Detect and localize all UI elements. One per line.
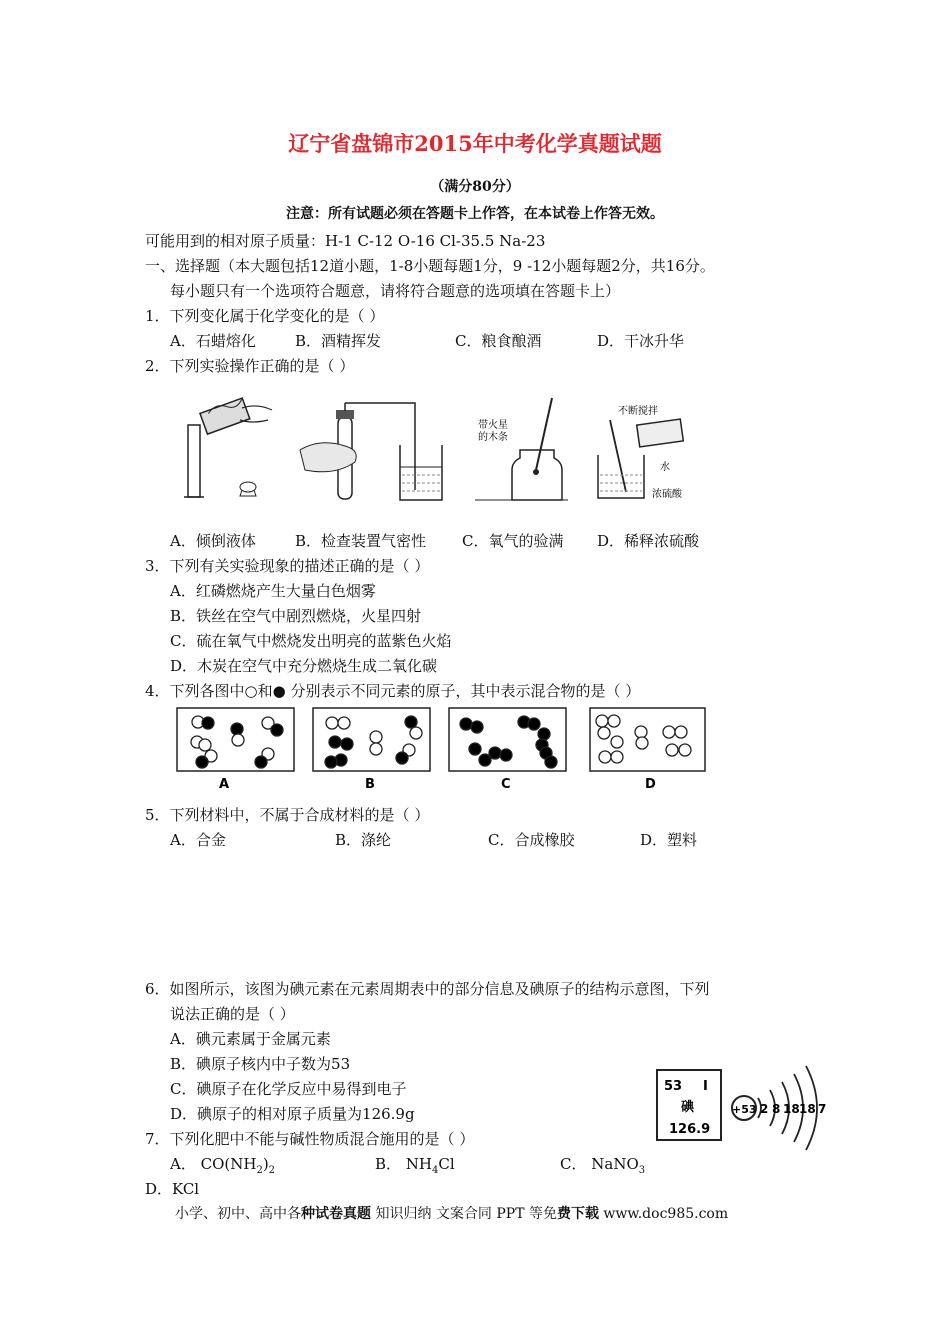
q7-option-d: D．KCl	[145, 1180, 200, 1198]
q6-option-c: C．碘原子在化学反应中易得到电子	[170, 1080, 407, 1098]
q2-option-b: B．检查装置气密性	[295, 532, 427, 550]
section-heading-cont: 每小题只有一个选项符合题意，请将符合题意的选项填在答题卡上）	[170, 282, 621, 300]
q1-stem: 1．下列变化属于化学变化的是（ ）	[145, 307, 385, 325]
fig-c-label2: 的木条	[478, 432, 508, 443]
q5-option-c: C．合成橡胶	[488, 831, 575, 849]
fig-pour-liquid	[180, 390, 280, 505]
fig-d-label1: 不断搅拌	[618, 406, 658, 417]
q6-option-d: D．碘原子的相对原子质量为126.9g	[170, 1105, 415, 1123]
q3-option-b: B．铁丝在空气中剧烈燃烧，火星四射	[170, 607, 422, 625]
element-symbol: I	[703, 1079, 708, 1094]
q4-label-b: B	[365, 777, 375, 792]
full-score: （满分80分）	[430, 179, 520, 195]
q2-option-a: A．倾倒液体	[170, 532, 256, 550]
q6-stem-cont: 说法正确的是（ ）	[170, 1005, 295, 1023]
q7-stem: 7．下列化肥中不能与碱性物质混合施用的是（ ）	[145, 1130, 475, 1148]
q5-option-b: B．涤纶	[335, 831, 392, 849]
q1-option-c: C．粮食酿酒	[455, 332, 542, 350]
q5-option-d: D．塑料	[640, 831, 698, 849]
q1-option-a: A．石蜡熔化	[170, 332, 256, 350]
q4-label-a: A	[219, 777, 230, 792]
q2-stem: 2．下列实验操作正确的是（ ）	[145, 357, 355, 375]
q5-stem: 5．下列材料中，不属于合成材料的是（ ）	[145, 806, 430, 824]
q7-option-c: C． NaNO$_3$	[560, 1155, 646, 1176]
q7-option-b: B． $NH_4Cl$	[375, 1155, 455, 1176]
fig-dilute-acid	[590, 400, 700, 505]
q2-option-d: D．稀释浓硫酸	[597, 532, 700, 550]
page-title: 辽宁省盘锦市2015年中考化学真题试题	[288, 131, 662, 156]
q4-stem: 4．下列各图中○和● 分别表示不同元素的原子，其中表示混合物的是（ ）	[145, 682, 641, 700]
q6-option-b: B．碘原子核内中子数为53	[170, 1055, 351, 1073]
q4-label-d: D	[645, 777, 656, 792]
nucleus-charge: +53	[732, 1103, 757, 1116]
fig-oxygen-test	[470, 390, 570, 505]
q5-option-a: A．合金	[170, 831, 226, 849]
q3-stem: 3．下列有关实验现象的描述正确的是（ ）	[145, 557, 430, 575]
atomic-masses: 可能用到的相对原子质量：H-1 C-12 O-16 Cl-35.5 Na-23	[145, 232, 546, 250]
section-heading: 一、选择题（本大题包括12道小题，1-8小题每题1分，9 -12小题每题2分，共16分。	[145, 257, 715, 275]
shell-4: 18	[799, 1102, 816, 1116]
iodine-element-card	[655, 1068, 725, 1143]
q4-particle-diagrams	[175, 706, 715, 792]
fig-d-label2: 水	[660, 462, 670, 473]
q1-option-d: D．干冰升华	[597, 332, 685, 350]
fig-c-label1: 带火星	[478, 420, 508, 431]
shell-2: 8	[772, 1102, 781, 1116]
iodine-atom-structure	[728, 1060, 833, 1155]
q3-option-c: C．硫在氧气中燃烧发出明亮的蓝紫色火焰	[170, 632, 452, 650]
q3-option-a: A．红磷燃烧产生大量白色烟雾	[170, 582, 376, 600]
notice: 注意：所有试题必须在答题卡上作答，在本试卷上作答无效。	[286, 206, 664, 222]
fig-airtightness	[290, 395, 445, 505]
q3-option-d: D．木炭在空气中充分燃烧生成二氧化碳	[170, 657, 438, 675]
element-name: 碘	[681, 1100, 695, 1115]
element-number: 53	[664, 1079, 683, 1094]
q6-option-a: A．碘元素属于金属元素	[170, 1030, 331, 1048]
q1-option-b: B．酒精挥发	[295, 332, 382, 350]
fig-d-label3: 浓硫酸	[652, 489, 682, 500]
q2-option-c: C．氧气的验满	[462, 532, 564, 550]
element-mass: 126.9	[669, 1122, 711, 1137]
q4-label-c: C	[501, 777, 511, 792]
footer-ad: 小学、初中、高中各种试卷真题 知识归纳 文案合同 PPT 等免费下载 www.doc985.com	[175, 1206, 729, 1222]
shell-1: 2	[760, 1102, 769, 1116]
q7-option-a: A． $CO(NH_2)_2$	[170, 1155, 276, 1176]
shell-3: 18	[783, 1102, 800, 1116]
q6-stem: 6．如图所示，该图为碘元素在元素周期表中的部分信息及碘原子的结构示意图，下列	[145, 980, 710, 998]
shell-5: 7	[818, 1102, 827, 1116]
